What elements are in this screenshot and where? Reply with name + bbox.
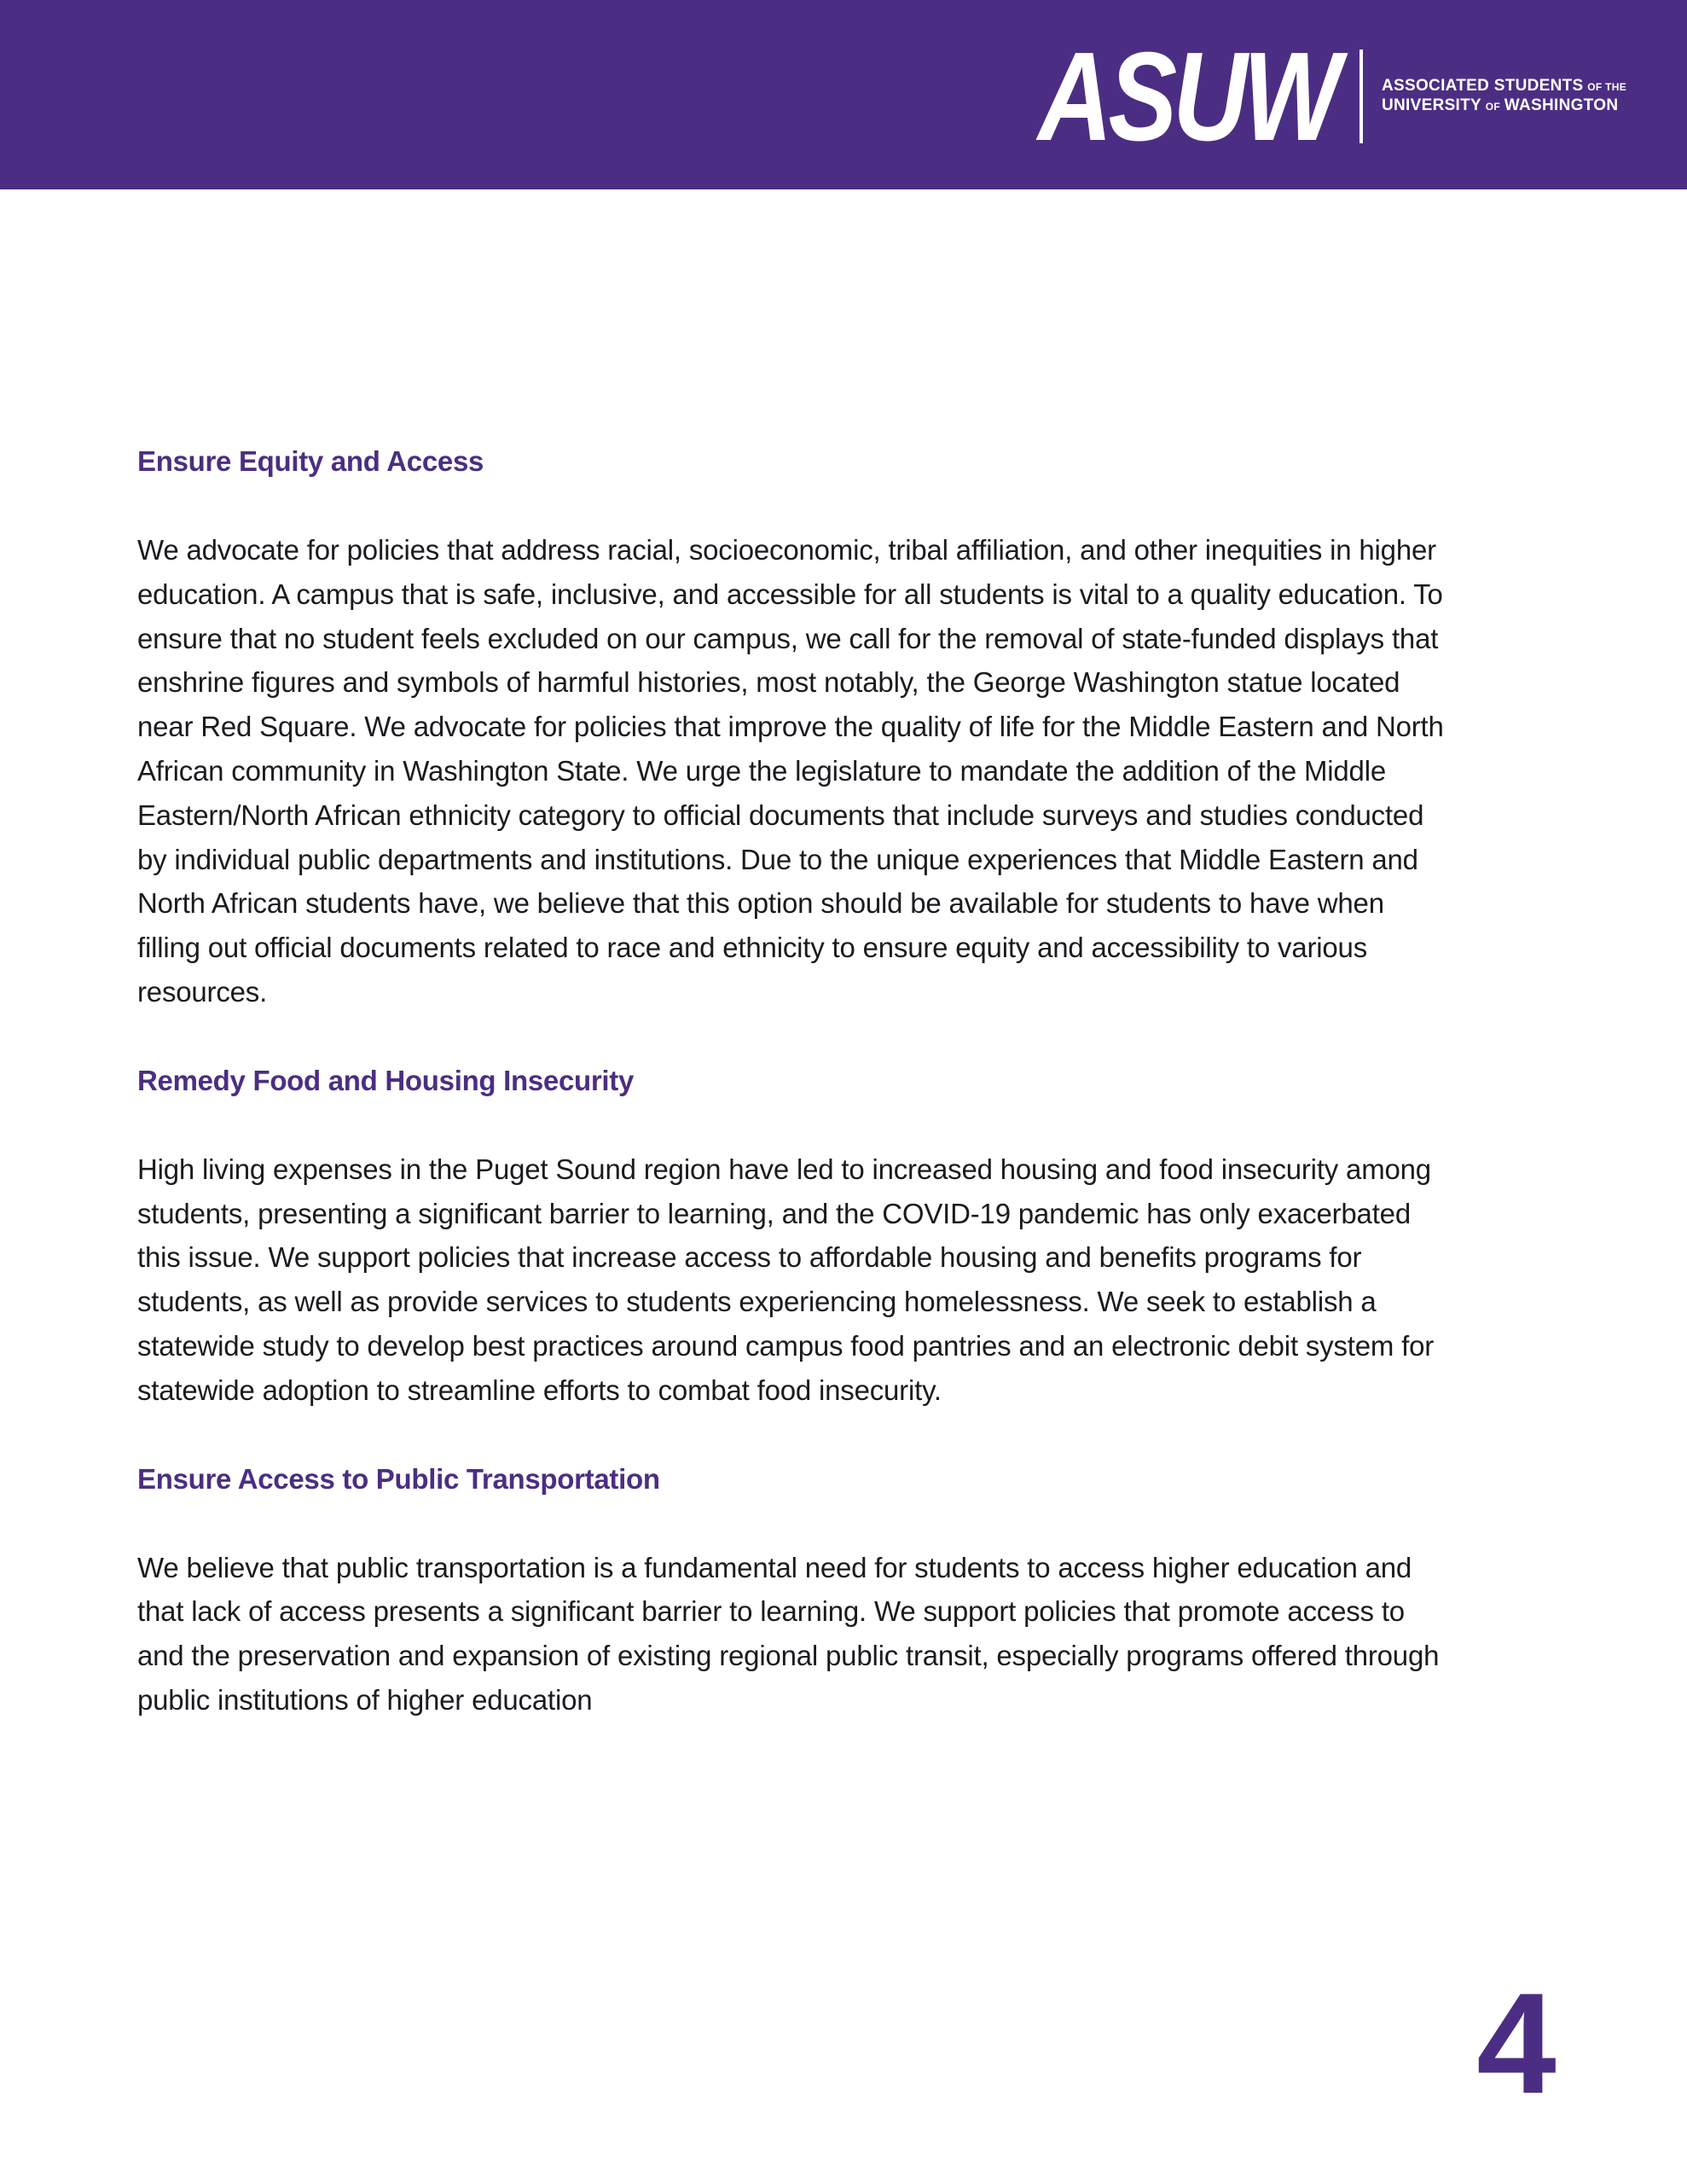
logo-organization-name <box>1382 77 1626 116</box>
header-banner <box>0 0 1687 189</box>
logo-divider <box>1359 49 1363 143</box>
section-body-equity-access: We advocate for policies that address racial, socioeconomic, tribal affiliation, and other inequities in higher education. A campus that is safe, inclusive, and accessible for all students is vital to a quality education. To ensure that no student feels excluded on our campus, we call for the removal of state-funded displays that enshrine figures and symbols of harmful histories, most notably, the George Washington statue located near Red Square. We advocate for policies that improve the quality of life for the Middle Eastern and North African community in Washington State. We urge the legislature to mandate the addition of the Middle Eastern/North African ethnicity category to official documents that include surveys and studies conducted by individual public departments and institutions. Due to the unique experiences that Middle Eastern and North African students have, we believe that this option should be available for students to have when filling out official documents related to race and ethnicity to ensure equity and accessibility to various resources. <box>137 534 1444 1008</box>
logo-of: OF <box>1485 101 1501 113</box>
section-heading-public-transportation: Ensure Access to Public Transportation <box>137 1462 660 1495</box>
logo-line-1 <box>1382 77 1626 96</box>
logo-washington: WASHINGTON <box>1504 96 1619 114</box>
section-heading-equity-access: Ensure Equity and Access <box>137 445 484 477</box>
logo-line-2 <box>1382 96 1626 116</box>
logo-associated-students: ASSOCIATED STUDENTS <box>1382 77 1584 95</box>
logo-wordmark-text: ASUW <box>1035 26 1349 167</box>
logo-university: UNIVERSITY <box>1382 96 1482 114</box>
document-content <box>137 439 1451 1767</box>
page-number: 4 <box>1476 1963 1557 2123</box>
section-body-food-housing: High living expenses in the Puget Sound region have led to increased housing and food insecurity among students, presenting a significant barrier to learning, and the COVID-19 pandemic has only exacerbated this issue. We support policies that increase access to affordable housing and benefits programs for students, as well as provide services to students experiencing homelessness. We seek to establish a statewide study to develop best practices around campus food pantries and an electronic debit system for statewide adoption to streamline efforts to combat food insecurity. <box>137 1153 1435 1406</box>
section-heading-food-housing: Remedy Food and Housing Insecurity <box>137 1064 635 1096</box>
logo-of-the: OF THE <box>1587 81 1627 93</box>
asuw-logo-wordmark <box>1034 26 1349 167</box>
section-body-public-transportation: We believe that public transportation is a fundamental need for students to access higher education and that lack of access presents a significant barrier to learning. We support policies that promote access to and the preservation and expansion of existing regional public transit, especially programs offered through public institutions of higher education <box>137 1551 1440 1716</box>
